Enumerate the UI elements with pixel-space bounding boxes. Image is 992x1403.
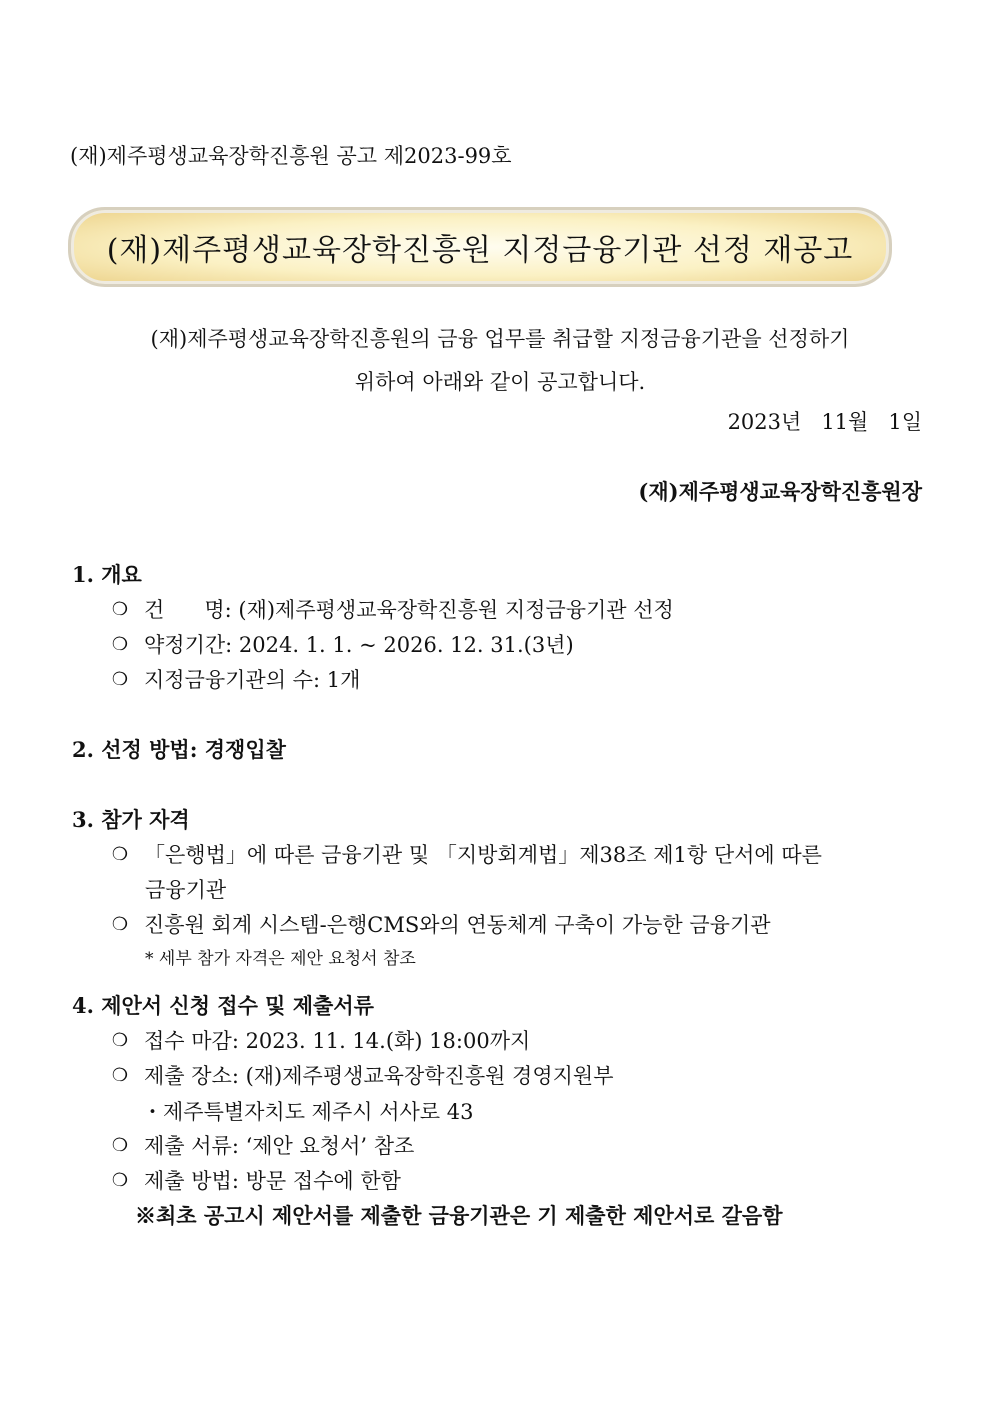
circle-bullet-icon: ❍ — [111, 1134, 129, 1156]
list-item — [108, 664, 360, 694]
circle-bullet-icon: ❍ — [111, 633, 129, 655]
item-text: 제출 장소: (재)제주평생교육장학진흥원 경영지원부 — [144, 1064, 614, 1088]
circle-bullet-icon: ❍ — [111, 1169, 129, 1191]
item-text: 「은행법」에 따른 금융기관 및 「지방회계법」제38조 제1항 단서에 따른 — [144, 843, 822, 867]
list-item — [108, 594, 674, 624]
list-item — [108, 1165, 401, 1195]
item-text: 약정기간: 2024. 1. 1. ~ 2026. 12. 31.(3년) — [144, 633, 574, 657]
circle-bullet-icon: ❍ — [111, 913, 129, 935]
section-3-heading: 3. 참가 자격 — [72, 807, 190, 832]
title-banner — [68, 207, 892, 287]
circle-bullet-icon: ❍ — [111, 598, 129, 620]
section-4-heading: 4. 제안서 신청 접수 및 제출서류 — [72, 993, 374, 1018]
item-text: 진흥원 회계 시스템-은행CMS와의 연동체계 구축이 가능한 금융기관 — [144, 913, 771, 937]
item-text: 건 명: (재)제주평생교육장학진흥원 지정금융기관 선정 — [144, 598, 674, 622]
list-item — [108, 1060, 614, 1090]
item-continuation: 금융기관 — [145, 878, 227, 902]
notice-number: (재)제주평생교육장학진흥원 공고 제2023-99호 — [70, 144, 512, 168]
submission-address: ・제주특별자치도 제주시 서사로 43 — [142, 1100, 474, 1124]
intro-line-1: (재)제주평생교육장학진흥원의 금융 업무를 취급할 지정금융기관을 선정하기 — [150, 327, 850, 351]
list-item — [108, 1025, 530, 1055]
document-title: (재)제주평생교육장학진흥원 지정금융기관 선정 재공고 — [106, 233, 854, 268]
list-item — [108, 839, 822, 869]
item-text: 지정금융기관의 수: 1개 — [144, 668, 361, 692]
list-item — [108, 909, 771, 939]
section-2-heading: 2. 선정 방법: 경쟁입찰 — [72, 737, 286, 762]
final-note: ※최초 공고시 제안서를 제출한 금융기관은 기 제출한 제안서로 갈음함 — [135, 1203, 783, 1228]
item-text: 제출 방법: 방문 접수에 한함 — [144, 1169, 401, 1193]
item-text: 접수 마감: 2023. 11. 14.(화) 18:00까지 — [144, 1029, 531, 1053]
eligibility-note: * 세부 참가 자격은 제안 요청서 참조 — [145, 949, 416, 969]
circle-bullet-icon: ❍ — [111, 1064, 129, 1086]
item-text: 제출 서류: ‘제안 요청서’ 참조 — [144, 1134, 415, 1158]
issuer-name: (재)제주평생교육장학진흥원장 — [638, 479, 922, 504]
list-item — [108, 629, 574, 659]
list-item — [108, 1130, 414, 1160]
circle-bullet-icon: ❍ — [111, 668, 129, 690]
notice-date: 2023년 11월 1일 — [727, 410, 922, 434]
circle-bullet-icon: ❍ — [111, 843, 129, 865]
section-1-heading: 1. 개요 — [72, 562, 142, 587]
intro-line-2: 위하여 아래와 같이 공고합니다. — [354, 370, 646, 394]
circle-bullet-icon: ❍ — [111, 1029, 129, 1051]
